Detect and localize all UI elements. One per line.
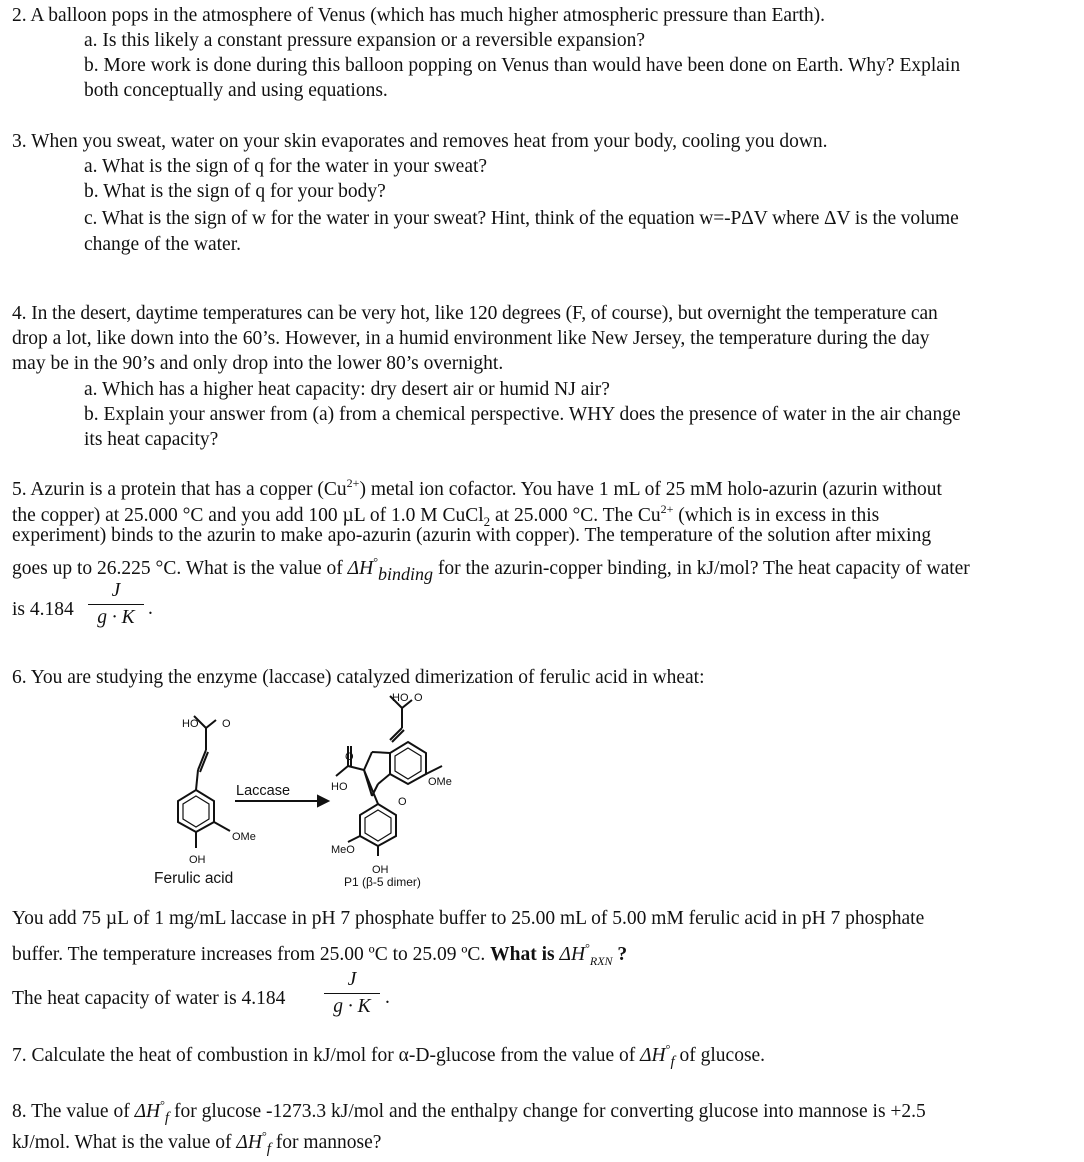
q5-line1: 5. Azurin is a protein that has a copper $(Cu^{2+})$ metal ion cofactor. You have 1 mL of 25 mM holo-azurin (azurin without <box>12 476 942 500</box>
q6-paragraph-line2: buffer. The temperature increases from 25.00 ºC to 25.09 ºC. What is $\Delta H^\circ_{RXN}$ ? <box>12 941 628 968</box>
q3-part-c-line1: c. What is the sign of w for the water in your sweat? Hint, think of the equation w=-PΔV where ΔV is the volume <box>84 208 959 229</box>
q5-line4: goes up to 26.225 °C. What is the value of ΔH°binding for the azurin-copper binding, in kJ/mol? The heat capacity of water <box>12 555 970 584</box>
atom-meo-right: MeO <box>331 844 355 856</box>
atom-ome-right: OMe <box>428 776 452 788</box>
q3-part-a: a. What is the sign of q for the water in your sweat? <box>84 156 488 177</box>
q3-part-c-line2: change of the water. <box>84 234 242 255</box>
arrow-label-laccase: Laccase <box>236 783 291 799</box>
q3-stem: 3. When you sweat, water on your skin evaporates and removes heat from your body, cooling you down. <box>12 131 828 152</box>
atom-ho-top-left: HO <box>182 718 199 730</box>
q7-text: 7. Calculate the heat of combustion in kJ/mol for α-D-glucose from the value of $\Delta H^\circ_f$ of glucose. <box>12 1042 766 1070</box>
q5-period: . <box>148 598 153 619</box>
q8-line2: kJ/mol. What is the value of $\Delta H^\circ_f$ for mannose? <box>12 1129 382 1157</box>
q8-line1: 8. The value of $\Delta H^\circ_f$ for glucose -1273.3 kJ/mol and the enthalpy change for converting glucose into mannose is +2.5 <box>12 1098 926 1126</box>
q4-part-b-line1: b. Explain your answer from (a) from a chemical perspective. WHY does the presence of water in the air change <box>84 404 961 425</box>
delta-hf-symbol: ΔH <box>640 1045 666 1066</box>
atom-ho-right: HO <box>331 781 348 793</box>
delta-h-binding-symbol: ΔH <box>347 558 374 579</box>
q2-part-b-line2: both conceptually and using equations. <box>84 80 388 101</box>
q5-line5: is 4.184 <box>12 599 74 620</box>
q4-line1: 4. In the desert, daytime temperatures can be very hot, like 120 degrees (F, of course), but overnight the temperature can <box>12 303 938 324</box>
atom-o-carbonyl: O <box>345 751 354 763</box>
q5-heat-capacity-unit: J g · K <box>88 580 144 629</box>
delta-hf-symbol: ΔH <box>134 1101 161 1122</box>
q2-stem: 2. A balloon pops in the atmosphere of Venus (which has much higher atmospheric pressure than Earth). <box>12 5 826 26</box>
q6-heat-capacity-text: The heat capacity of water is 4.184 <box>12 988 286 1009</box>
q6-heat-capacity-unit: J g · K <box>324 969 380 1018</box>
atom-oh-right: OH <box>372 864 389 876</box>
q4-part-b-line2: its heat capacity? <box>84 429 219 450</box>
atom-o-top-left: O <box>222 718 231 730</box>
atom-o-ring: O <box>398 796 407 808</box>
q2-part-a: a. Is this likely a constant pressure expansion or a reversible expansion? <box>84 30 645 51</box>
q4-line2: drop a lot, like down into the 60’s. However, in a humid environment like New Jersey, the temperature during the day <box>12 328 930 349</box>
delta-hf-symbol: ΔH <box>236 1132 262 1153</box>
q6-paragraph-line1: You add 75 µL of 1 mg/mL laccase in pH 7 phosphate buffer to 25.00 mL of 5.00 mM ferulic acid in pH 7 phosphate <box>12 908 925 929</box>
atom-ome-left: OMe <box>232 831 256 843</box>
q3-part-b: b. What is the sign of q for your body? <box>84 181 386 202</box>
atom-o-top-right: O <box>414 692 423 704</box>
q6-stem: 6. You are studying the enzyme (laccase) catalyzed dimerization of ferulic acid in wheat: <box>12 667 705 688</box>
q4-line3: may be in the 90’s and only drop into the lower 80’s overnight. <box>12 353 504 374</box>
reactant-label: Ferulic acid <box>154 870 234 887</box>
q6-period: . <box>385 987 390 1008</box>
q5-line2: the copper) at 25.000 °C and you add 100 µL of 1.0 M CuCl$_2$ at 25.000 °C. The $Cu^{2+}$ (which is in excess in this <box>12 502 880 529</box>
atom-ho-top-right: HO <box>392 692 409 704</box>
product-label: P1 (β-5 dimer) <box>344 875 421 889</box>
q4-part-a: a. Which has a higher heat capacity: dry desert air or humid NJ air? <box>84 379 610 400</box>
atom-oh-left: OH <box>189 854 206 866</box>
q2-part-b-line1: b. More work is done during this balloon popping on Venus than would have been done on Earth. Why? Explain <box>84 55 961 76</box>
delta-h-rxn-symbol: ΔH <box>559 944 586 965</box>
q5-line3: experiment) binds to the azurin to make apo-azurin (azurin with copper). The temperature of the solution after mixing <box>12 525 932 546</box>
